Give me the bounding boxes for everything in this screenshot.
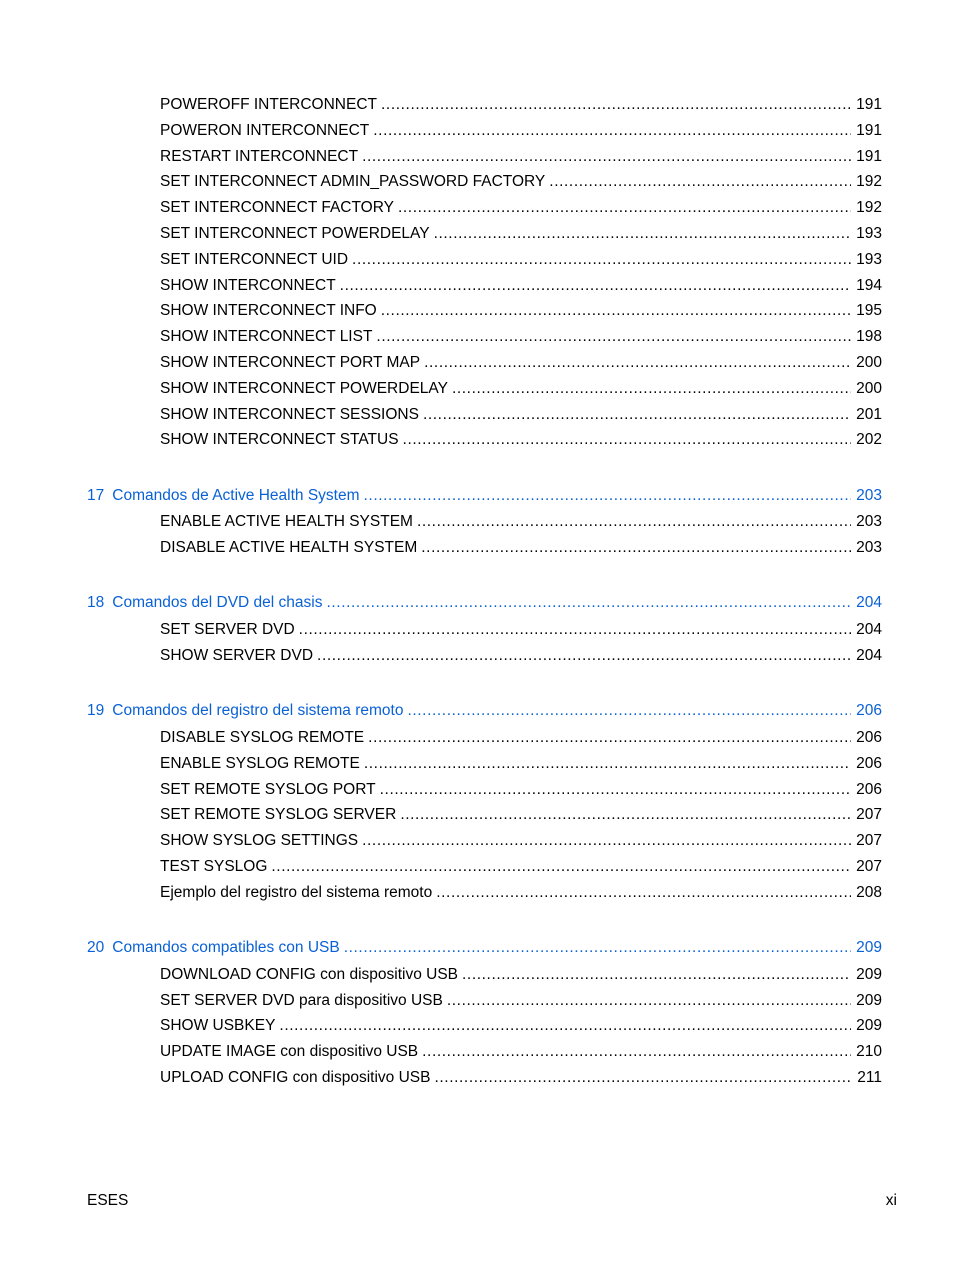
dot-leader — [340, 276, 851, 296]
toc-page-number: 195 — [856, 302, 882, 320]
dot-leader — [424, 353, 851, 373]
dot-leader — [436, 883, 851, 903]
toc-entry-title: SHOW SERVER DVD — [160, 647, 314, 664]
dot-leader — [421, 538, 851, 558]
toc-entry-link[interactable] — [160, 620, 882, 640]
dot-leader — [344, 938, 851, 958]
dot-leader — [271, 857, 851, 877]
toc-entry-title: TEST SYSLOG — [160, 858, 268, 875]
toc-entry-link[interactable] — [160, 780, 882, 800]
toc-page-number: 198 — [856, 328, 882, 346]
toc-entry-title: SET INTERCONNECT ADMIN_PASSWORD FACTORY — [160, 173, 546, 191]
toc-entry-link[interactable] — [160, 327, 882, 347]
toc-chapter-number: 17 — [87, 486, 105, 504]
toc-entry-link[interactable] — [160, 405, 882, 425]
footer-page-number: xi — [885, 1192, 897, 1209]
toc-chapter-number: 19 — [87, 702, 105, 720]
toc-entry-link[interactable] — [160, 172, 882, 192]
toc-entry-title: DOWNLOAD CONFIG con dispositivo USB — [160, 965, 459, 983]
toc-entry-link[interactable] — [160, 121, 882, 141]
toc-entry-title: SHOW INTERCONNECT PORT MAP — [160, 354, 421, 371]
toc-page-number: 203 — [856, 486, 882, 504]
toc-entry-title: SHOW SYSLOG SETTINGS — [160, 832, 359, 850]
toc-page-number: 209 — [856, 991, 882, 1009]
toc-chapter-number: 20 — [87, 939, 105, 956]
toc-page-number: 192 — [856, 173, 882, 191]
toc-page-number: 207 — [856, 832, 882, 850]
toc-entry-title: UPLOAD CONFIG con dispositivo USB — [160, 1069, 431, 1086]
toc-entry-title: POWEROFF INTERCONNECT — [160, 96, 377, 113]
toc-entry-title: DISABLE ACTIVE HEALTH SYSTEM — [160, 539, 418, 557]
dot-leader — [407, 701, 851, 721]
toc-entry-link[interactable] — [160, 883, 882, 903]
toc-page-number: 200 — [856, 354, 882, 371]
toc-entry-link[interactable] — [160, 276, 882, 296]
toc-page-number: 192 — [856, 199, 882, 217]
dot-leader — [462, 965, 851, 985]
toc-page-number: 200 — [856, 379, 882, 397]
toc-entry-title: SHOW INTERCONNECT LIST — [160, 328, 373, 346]
toc-page-number: 201 — [856, 405, 882, 423]
toc-page-number: 209 — [856, 1017, 882, 1035]
toc-chapter-title: Comandos de Active Health System — [112, 486, 360, 504]
dot-leader — [434, 224, 851, 244]
toc-page-number: 206 — [856, 780, 882, 798]
dot-leader — [423, 405, 851, 425]
toc-page-number: 209 — [856, 939, 882, 956]
toc-chapter-title: Comandos compatibles con USB — [112, 939, 340, 956]
dot-leader — [279, 1016, 851, 1036]
toc-entry-title: SET INTERCONNECT UID — [160, 250, 349, 268]
toc-page-number: 191 — [856, 121, 882, 139]
dot-leader — [403, 430, 851, 450]
toc-entry-title: DISABLE SYSLOG REMOTE — [160, 729, 365, 746]
toc-entry-link[interactable] — [160, 353, 882, 373]
dot-leader — [417, 512, 851, 532]
toc-page-number: 202 — [856, 431, 882, 449]
footer-locale-code: ESES — [87, 1192, 129, 1209]
dot-leader — [400, 805, 851, 825]
toc-entry-link[interactable] — [160, 1068, 882, 1088]
toc-page-number: 204 — [856, 621, 882, 639]
dot-leader — [549, 172, 851, 192]
dot-leader — [364, 754, 851, 774]
dot-leader — [452, 379, 851, 399]
toc-chapter-link[interactable] — [87, 938, 882, 958]
toc-entry-title: SET REMOTE SYSLOG PORT — [160, 780, 376, 798]
dot-leader — [326, 593, 851, 613]
toc-chapter-link[interactable] — [87, 593, 882, 613]
dot-leader — [362, 831, 851, 851]
toc-chapter-link[interactable] — [87, 486, 882, 506]
toc-entry-title: Ejemplo del registro del sistema remoto — [160, 883, 433, 901]
toc-page-number: 208 — [856, 883, 882, 901]
toc-page-number: 191 — [856, 96, 882, 113]
dot-leader — [362, 147, 851, 167]
dot-leader — [398, 198, 851, 218]
toc-entry-link[interactable] — [160, 538, 882, 558]
toc-entry-link[interactable] — [160, 831, 882, 851]
toc-entry-link[interactable] — [160, 379, 882, 399]
toc-page-number: 204 — [856, 647, 882, 664]
toc-entry-title: SET SERVER DVD para dispositivo USB — [160, 991, 443, 1009]
dot-leader — [373, 121, 851, 141]
toc-chapter-number: 18 — [87, 594, 105, 612]
toc-entry-title: SHOW INTERCONNECT SESSIONS — [160, 405, 419, 423]
toc-entry-title: ENABLE SYSLOG REMOTE — [160, 754, 360, 772]
dot-leader — [434, 1068, 851, 1088]
dot-leader — [447, 991, 851, 1011]
dot-leader — [364, 486, 851, 506]
toc-entry-title: SET REMOTE SYSLOG SERVER — [160, 806, 397, 824]
toc-page-number: 207 — [856, 806, 882, 824]
toc-page-number: 204 — [856, 594, 882, 612]
toc-entry-link[interactable] — [160, 991, 882, 1011]
dot-leader — [381, 95, 851, 115]
toc-entry-link[interactable] — [160, 754, 882, 774]
toc-page-number: 193 — [856, 250, 882, 268]
dot-leader — [299, 620, 851, 640]
dot-leader — [368, 728, 851, 748]
toc-entry-link[interactable] — [160, 301, 882, 321]
toc-entry-link[interactable] — [160, 250, 882, 270]
toc-chapter-title: Comandos del DVD del chasis — [112, 594, 323, 612]
toc-page-number: 211 — [857, 1069, 882, 1086]
toc-entry-link[interactable] — [160, 805, 882, 825]
toc-entry-title: RESTART INTERCONNECT — [160, 147, 359, 165]
toc-entry-title: SET SERVER DVD — [160, 621, 295, 639]
toc-entry-link[interactable] — [160, 147, 882, 167]
toc-page-number: 203 — [856, 513, 882, 531]
toc-entry-title: SHOW INTERCONNECT STATUS — [160, 431, 399, 449]
toc-entry-link[interactable] — [160, 857, 882, 877]
toc-entry-link[interactable] — [160, 224, 882, 244]
toc-entry-title: ENABLE ACTIVE HEALTH SYSTEM — [160, 513, 413, 531]
toc-entry-link[interactable] — [160, 512, 882, 532]
toc-entry-title: SET INTERCONNECT FACTORY — [160, 199, 394, 217]
toc-entry-link[interactable] — [160, 1016, 882, 1036]
toc-entry-title: UPDATE IMAGE con dispositivo USB — [160, 1043, 419, 1061]
toc-page-number: 209 — [856, 965, 882, 983]
toc-entry-link[interactable] — [160, 95, 882, 115]
toc-chapter-link[interactable] — [87, 701, 882, 721]
toc-page-number: 210 — [856, 1043, 882, 1061]
dot-leader — [317, 646, 851, 666]
toc-entry-link[interactable] — [160, 430, 882, 450]
toc-entry-link[interactable] — [160, 646, 882, 666]
toc-entry-link[interactable] — [160, 198, 882, 218]
toc-entry-title: SHOW USBKEY — [160, 1017, 276, 1035]
toc-entry-link[interactable] — [160, 728, 882, 748]
toc-page-number: 191 — [856, 147, 882, 165]
toc-page-number: 193 — [856, 225, 882, 242]
toc-chapter-title: Comandos del registro del sistema remoto — [112, 702, 404, 720]
toc-page-number: 194 — [856, 276, 882, 294]
toc-page-number: 206 — [856, 702, 882, 720]
toc-page-number: 203 — [856, 539, 882, 557]
dot-leader — [380, 780, 851, 800]
toc-entry-title: SET INTERCONNECT POWERDELAY — [160, 225, 430, 242]
toc-entry-title: SHOW INTERCONNECT INFO — [160, 302, 377, 320]
toc-entry-title: SHOW INTERCONNECT — [160, 276, 336, 294]
toc-page-number: 206 — [856, 729, 882, 746]
dot-leader — [422, 1042, 851, 1062]
dot-leader — [376, 327, 851, 347]
toc-page-number: 207 — [856, 858, 882, 875]
toc-entry-title: SHOW INTERCONNECT POWERDELAY — [160, 379, 448, 397]
dot-leader — [381, 301, 851, 321]
toc-entry-link[interactable] — [160, 965, 882, 985]
dot-leader — [352, 250, 851, 270]
toc-page-number: 206 — [856, 754, 882, 772]
toc-entry-title: POWERON INTERCONNECT — [160, 121, 370, 139]
toc-entry-link[interactable] — [160, 1042, 882, 1062]
